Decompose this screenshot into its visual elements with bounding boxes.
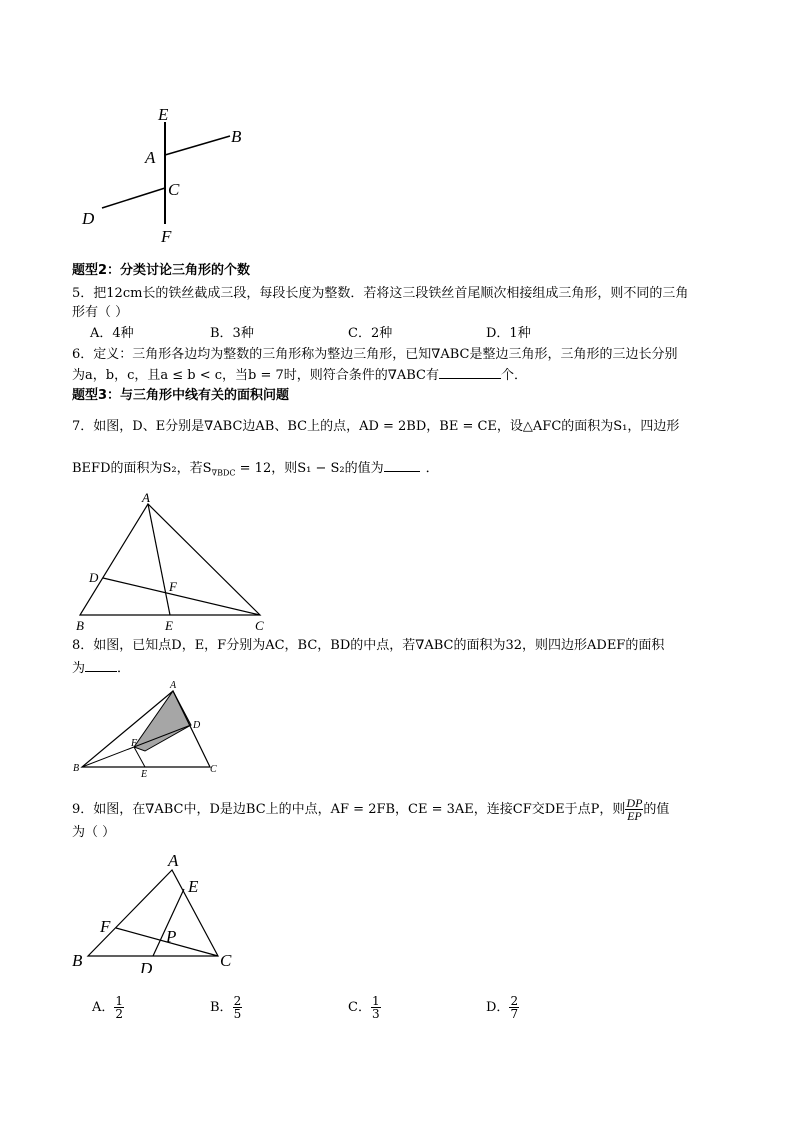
q5-option-b: B．3种 bbox=[210, 326, 254, 341]
q9-option-b bbox=[210, 995, 242, 1020]
q9-option-d-num: 2 bbox=[510, 994, 519, 1008]
label-D: D bbox=[193, 720, 201, 731]
label-F: F bbox=[169, 579, 177, 594]
q7-line2 bbox=[72, 460, 439, 483]
q9-option-c-num: 1 bbox=[371, 994, 380, 1008]
label-C: C bbox=[168, 180, 180, 199]
section-title-3: 题型3：与三角形中线有关的面积问题 bbox=[72, 388, 290, 403]
q9-option-b-num: 2 bbox=[233, 994, 242, 1008]
label-D: D bbox=[140, 959, 153, 973]
q6-line2 bbox=[72, 367, 527, 385]
segment-ae bbox=[148, 504, 170, 615]
label-C: C bbox=[210, 764, 217, 775]
q8-text-a: 为 bbox=[72, 661, 86, 676]
q9-option-c-den: 3 bbox=[371, 1007, 380, 1021]
q9-option-c-frac bbox=[371, 995, 381, 1020]
q9-line1 bbox=[72, 797, 669, 822]
q9-option-a bbox=[92, 995, 124, 1020]
q9-frac-num: DP bbox=[626, 796, 643, 810]
q6-text-b: 个． bbox=[500, 368, 527, 383]
q9-option-d bbox=[486, 995, 519, 1020]
label-A: A bbox=[170, 680, 177, 691]
q8-answer-blank[interactable] bbox=[85, 671, 117, 672]
q9-text-a: 9．如图，在∇ABC中，D是边BC上的中点，AF = 2FB，CE = 3AE，连接CF交DE于点P，则 bbox=[72, 802, 626, 817]
q5-option-d: D．1种 bbox=[486, 326, 531, 341]
figure-lines bbox=[70, 100, 270, 250]
q9-option-a-frac bbox=[114, 995, 124, 1020]
label-B: B bbox=[231, 127, 242, 146]
label-D: D bbox=[82, 209, 95, 228]
q9-option-b-frac bbox=[233, 995, 243, 1020]
q7-answer-blank[interactable] bbox=[384, 471, 420, 472]
q7-text-b: = 12，则S₁ − S₂的值为 bbox=[235, 461, 384, 476]
section-title-2: 题型2：分类讨论三角形的个数 bbox=[72, 263, 251, 278]
label-F: F bbox=[100, 917, 111, 936]
q9-option-a-den: 2 bbox=[115, 1007, 124, 1021]
line-cd bbox=[102, 188, 165, 208]
q5-line1: 5．把12cm长的铁丝截成三段，每段长度为整数．若将这三段铁丝首尾顺次相接组成三角形，则不同的三角 bbox=[72, 286, 689, 301]
figure-q7 bbox=[70, 490, 280, 635]
label-F: F bbox=[161, 227, 172, 246]
q9-fraction bbox=[625, 797, 643, 822]
q9-option-c bbox=[348, 995, 381, 1020]
label-P: P bbox=[166, 927, 177, 946]
label-A: A bbox=[142, 490, 150, 505]
q9-option-d-frac bbox=[509, 995, 519, 1020]
label-F: F bbox=[131, 738, 138, 749]
label-C: C bbox=[255, 618, 264, 633]
label-B: B bbox=[72, 951, 83, 970]
q6-text-a: 为a，b，c，且a ≤ b < c，当b = 7时，则符合条件的∇ABC有 bbox=[72, 368, 439, 383]
label-E: E bbox=[158, 105, 169, 124]
q9-option-b-label: B． bbox=[210, 1000, 233, 1015]
q6-answer-blank[interactable] bbox=[439, 378, 501, 379]
triangle-abc bbox=[88, 870, 218, 956]
segment-dc bbox=[103, 578, 260, 615]
q5-option-a: A．4种 bbox=[90, 326, 134, 341]
q9-option-a-label: A． bbox=[92, 1000, 115, 1015]
q7-text-a: BEFD的面积为S₂，若S bbox=[72, 461, 212, 476]
q7-subscript: ∇BDC bbox=[211, 468, 236, 478]
label-E: E bbox=[165, 618, 173, 633]
q8-line1: 8．如图，已知点D，E，F分别为AC，BC，BD的中点，若∇ABC的面积为32，则四边形ADEF的面积 bbox=[72, 638, 665, 653]
q8-line2 bbox=[72, 660, 130, 678]
figure-q9 bbox=[70, 848, 250, 973]
q9-option-d-den: 7 bbox=[510, 1007, 519, 1021]
q7-line1: 7．如图，D、E分别是∇ABC边AB、BC上的点，AD = 2BD，BE = CE，设△AFC的面积为S₁，四边形 bbox=[72, 419, 680, 434]
q9-option-b-den: 5 bbox=[233, 1007, 242, 1021]
q9-line2: 为（ ） bbox=[72, 825, 116, 840]
label-A: A bbox=[145, 148, 156, 167]
label-D: D bbox=[89, 570, 99, 585]
label-C: C bbox=[220, 951, 232, 970]
q9-text-b: 的值 bbox=[643, 802, 670, 817]
q7-text-c: ． bbox=[425, 461, 439, 476]
q9-frac-den: EP bbox=[627, 809, 642, 823]
q9-option-a-num: 1 bbox=[115, 994, 124, 1008]
figure-q8 bbox=[70, 678, 230, 783]
label-A: A bbox=[168, 851, 179, 870]
label-B: B bbox=[73, 763, 80, 774]
line-ab bbox=[165, 136, 230, 155]
q9-option-c-label: C． bbox=[348, 1000, 371, 1015]
label-B: B bbox=[76, 618, 84, 633]
triangle-abc bbox=[80, 504, 260, 615]
q9-option-d-label: D． bbox=[486, 1000, 510, 1015]
q8-text-b: ． bbox=[117, 661, 131, 676]
q5-option-c: C．2种 bbox=[348, 326, 393, 341]
q5-line2: 形有（ ） bbox=[72, 305, 129, 320]
label-E: E bbox=[141, 769, 148, 780]
q6-line1: 6．定义：三角形各边均为整数的三角形称为整边三角形，已知∇ABC是整边三角形，三角形的三边长分别 bbox=[72, 347, 678, 362]
label-E: E bbox=[188, 877, 199, 896]
